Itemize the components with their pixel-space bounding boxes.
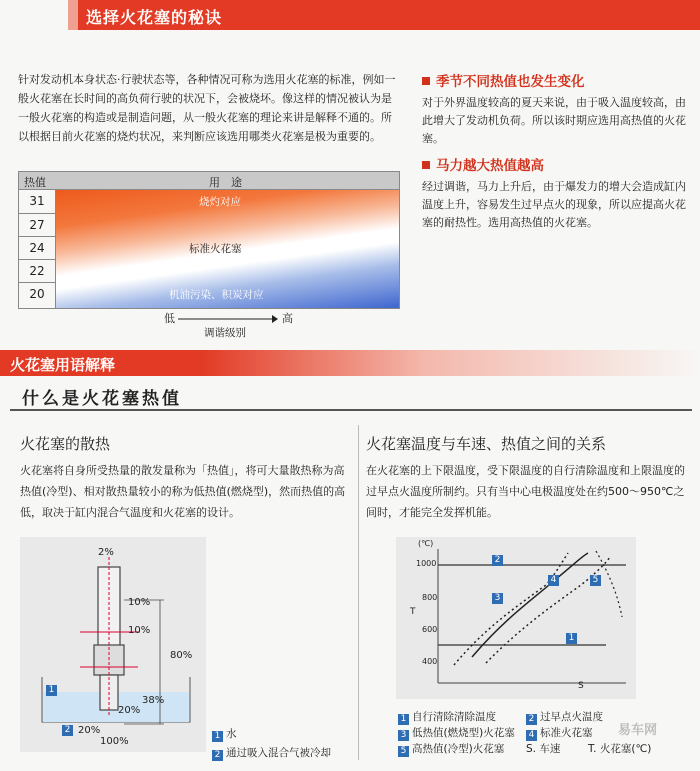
- y-tick: 600: [422, 625, 438, 634]
- legend-badge: 4: [526, 730, 537, 741]
- spark-plug-diagram: [20, 537, 206, 752]
- temperature-graph: [396, 537, 636, 699]
- section-title: 选择火花塞的秘诀: [86, 8, 223, 27]
- badge-2: 2: [62, 725, 73, 736]
- right-col-text: 在火花塞的上下限温度，受下限温度的自行清除温度和上限温度的过早点火温度所制约。只有当中心电极温度处在约500～950℃之间时，才能完全发挥机能。: [366, 464, 685, 519]
- axis-high: 高: [282, 312, 293, 325]
- square-icon: [422, 161, 430, 169]
- arrow-right-icon: [178, 313, 278, 325]
- left-col-text: 火花塞将自身所受热量的散发量称为「热值」，将可大量散热称为高热值(冷型)、相对散热量较小的称为低热值(燃烧型)，然而热值的高低，取决于缸内混合气温度和火花塞的设计。: [20, 464, 346, 519]
- graph-badge-2: 2: [492, 555, 503, 566]
- tuning-axis: [164, 307, 304, 337]
- graph-badge-5: 5: [590, 575, 601, 586]
- subsection-bar: [10, 383, 692, 411]
- intro-paragraph: 针对发动机本身状态·行驶状态等，各种情况可称为选用火花塞的标准，例如一般火花塞在长时间的高负荷行驶的状况下，会被烧坏。像这样的情况被认为是一般火花塞的构造或是制造问题，从一般火花塞的理论来讲是解释不通的。所以根据目前火花塞的烧灼状况，来判断应该选用哪类火花塞是极为重要的。: [18, 73, 396, 143]
- section2-title: 火花塞用语解释: [10, 356, 116, 374]
- table-row: 24: [19, 236, 55, 260]
- legend-badge: 1: [212, 731, 223, 742]
- pct-b: 10%: [128, 625, 151, 636]
- legend-s: S. 车速: [526, 743, 561, 755]
- label-fouling: 机油污染、积炭对应: [169, 289, 264, 301]
- section2-title-bar: [0, 350, 700, 376]
- table-header: [19, 172, 399, 190]
- watermark: 易车网: [618, 723, 658, 738]
- column-divider: [358, 425, 359, 760]
- y-tick: 1000: [416, 559, 437, 568]
- pct-c: 38%: [142, 695, 165, 706]
- note-text-power: 经过调谐，马力上升后，由于爆发力的增大会造成缸内温度上升，容易发生过早点火的现象，所以应提高火花塞的耐热性。选用高热值的火花塞。: [422, 180, 686, 229]
- y-label: T: [410, 607, 416, 617]
- y-tick: 800: [422, 593, 438, 602]
- pct-top: 2%: [98, 547, 114, 558]
- pct-e: 20%: [78, 725, 101, 736]
- y-tick: 400: [422, 657, 438, 666]
- graph-badge-3: 3: [492, 593, 503, 604]
- pct-big: 80%: [170, 650, 193, 661]
- legend-badge: 2: [212, 750, 223, 761]
- legend-badge: 1: [398, 714, 409, 725]
- y-unit: (℃): [418, 539, 434, 548]
- spark-plug-drawing: [20, 537, 206, 752]
- axis-label: 调谐级别: [204, 327, 246, 339]
- legend-badge: 5: [398, 746, 409, 757]
- left-col-title: 火花塞的散热: [20, 435, 111, 453]
- table-row: 27: [19, 213, 55, 237]
- header-use: 用 途: [209, 176, 242, 189]
- table-row: 22: [19, 259, 55, 283]
- square-icon: [422, 77, 430, 85]
- note-title-season: 季节不同热值也发生变化: [422, 70, 692, 90]
- legend-badge: 2: [526, 714, 537, 725]
- right-legend: 1 自行清除清除温度 2 过早点火温度 3 低热值(燃烧型)火花塞 4 标准火花塞 5 高热值(冷型)火花塞 S. 车速 T. 火花塞(℃): [398, 709, 698, 757]
- right-notes: [422, 70, 692, 232]
- graph-badge-4: 4: [548, 575, 559, 586]
- legend-t: T. 火花塞(℃): [588, 743, 652, 755]
- label-burn: 烧灼对应: [199, 196, 241, 208]
- x-label: S: [578, 681, 584, 691]
- note-text-season: 对于外界温度较高的夏天来说，由于吸入温度较高，由此增大了发动机负荷。所以该时期应选用高热值的火花塞。: [422, 96, 686, 145]
- table-row: 20: [19, 282, 55, 309]
- pct-a: 10%: [128, 597, 151, 608]
- table-row: 31: [29, 194, 45, 208]
- label-standard: 标准火花塞: [189, 243, 242, 255]
- graph-badge-1: 1: [566, 633, 577, 644]
- pct-d: 20%: [118, 705, 141, 716]
- right-col-title: 火花塞温度与车速、热值之间的关系: [366, 435, 607, 453]
- axis-low: 低: [164, 312, 175, 325]
- section-title-bar: [78, 0, 700, 30]
- left-legend: 1 水 2 通过吸入混合气被冷却: [212, 726, 331, 761]
- badge-1: 1: [46, 685, 57, 696]
- note-title-power: 马力越大热值越高: [422, 154, 692, 174]
- header-heat: 热值: [24, 176, 46, 189]
- heat-value-table: [18, 171, 400, 309]
- subsection-title: 什么是火花塞热值: [22, 389, 182, 409]
- legend-badge: 3: [398, 730, 409, 741]
- pct-100: 100%: [100, 736, 129, 747]
